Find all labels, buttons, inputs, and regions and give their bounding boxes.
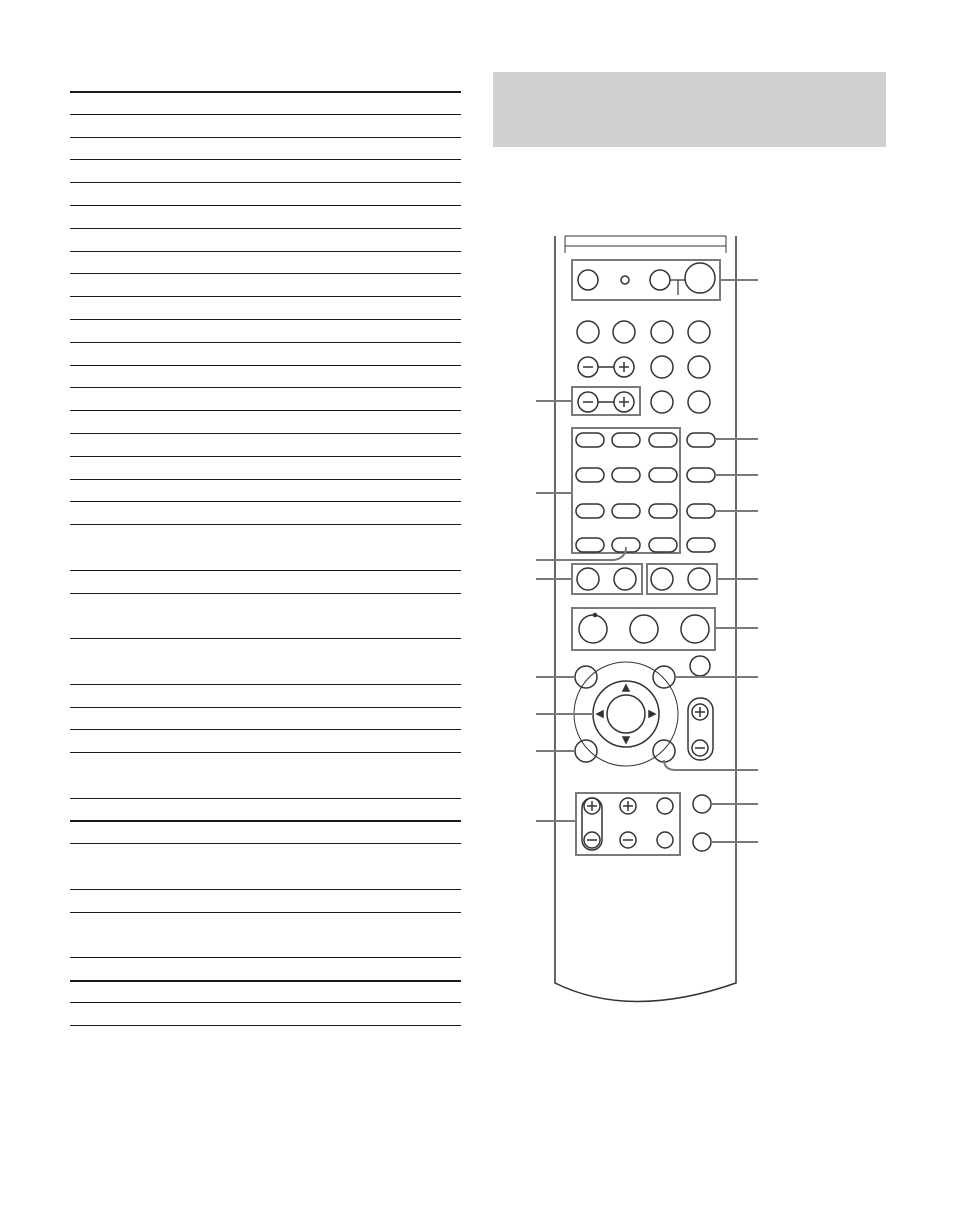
nav-enter-button[interactable] xyxy=(607,695,645,733)
number-pad xyxy=(576,433,715,552)
round-button-8[interactable] xyxy=(688,356,710,378)
nav-bottom-left-button[interactable] xyxy=(575,740,597,762)
side-button-2[interactable] xyxy=(693,833,711,851)
table-row-rule xyxy=(70,365,461,366)
key-9[interactable] xyxy=(649,504,677,518)
round-button-7[interactable] xyxy=(651,356,673,378)
nav-top-right-button[interactable] xyxy=(653,666,675,688)
table-row-rule xyxy=(70,410,461,411)
table-row-rule xyxy=(70,889,461,890)
table-row-rule xyxy=(70,684,461,685)
key-1[interactable] xyxy=(576,433,604,447)
table-row-rule xyxy=(70,479,461,480)
input-button-2[interactable] xyxy=(613,321,635,343)
small-button[interactable] xyxy=(690,656,710,676)
indicator-led xyxy=(621,276,629,284)
power-group-box xyxy=(572,260,720,300)
table-group-rule xyxy=(70,980,461,982)
table-row-rule xyxy=(70,137,461,138)
tv-power-button[interactable] xyxy=(578,270,598,290)
table-row-rule xyxy=(70,1025,461,1026)
table-row-rule xyxy=(70,296,461,297)
key-6[interactable] xyxy=(649,468,677,482)
table-row-rule xyxy=(70,273,461,274)
input-button-4[interactable] xyxy=(688,321,710,343)
arrow-down-icon xyxy=(623,737,629,743)
key-3[interactable] xyxy=(649,433,677,447)
key-bottom-3[interactable] xyxy=(649,538,677,552)
table-row-rule xyxy=(70,570,461,571)
main-power-button[interactable] xyxy=(685,263,715,293)
table-row-rule xyxy=(70,159,461,160)
nav-top-left-button[interactable] xyxy=(575,666,597,688)
key-right-1[interactable] xyxy=(687,433,715,447)
level-button-4[interactable] xyxy=(657,832,673,848)
nav-bottom-right-button[interactable] xyxy=(653,740,675,762)
table-row-rule xyxy=(70,957,461,958)
key-2[interactable] xyxy=(612,433,640,447)
table-group-rule xyxy=(70,91,461,93)
side-button-1[interactable] xyxy=(693,795,711,813)
key-right-2[interactable] xyxy=(687,468,715,482)
table-row-rule xyxy=(70,205,461,206)
arrow-up-icon xyxy=(623,685,629,691)
table-row-rule xyxy=(70,319,461,320)
key-5[interactable] xyxy=(612,468,640,482)
table-row-rule xyxy=(70,729,461,730)
round-buttons xyxy=(577,321,710,413)
function-button-3[interactable] xyxy=(681,615,709,643)
key-8[interactable] xyxy=(612,504,640,518)
callout-right-8 xyxy=(664,760,758,770)
table-row-rule xyxy=(70,251,461,252)
table-row-rule xyxy=(70,114,461,115)
arrow-right-icon xyxy=(649,711,655,717)
table-row-rule xyxy=(70,843,461,844)
pair-button-1[interactable] xyxy=(577,568,599,590)
reference-table xyxy=(70,0,461,1060)
pair-button-3[interactable] xyxy=(651,568,673,590)
av-power-button[interactable] xyxy=(650,270,670,290)
round-button-12[interactable] xyxy=(688,391,710,413)
key-4[interactable] xyxy=(576,468,604,482)
pair-button-4[interactable] xyxy=(688,568,710,590)
table-row-rule xyxy=(70,387,461,388)
key-right-3[interactable] xyxy=(687,504,715,518)
table-row-rule xyxy=(70,228,461,229)
table-row-rule xyxy=(70,342,461,343)
table-group-rule xyxy=(70,820,461,822)
table-row-rule xyxy=(70,1002,461,1003)
key-bottom-4[interactable] xyxy=(687,538,715,552)
remote-body-outline xyxy=(555,236,736,1002)
left-pair-group-box xyxy=(572,564,642,594)
remote-control-diagram xyxy=(490,220,780,1020)
table-row-rule xyxy=(70,524,461,525)
table-row-rule xyxy=(70,593,461,594)
function-button-2[interactable] xyxy=(630,615,658,643)
table-row-rule xyxy=(70,707,461,708)
table-row-rule xyxy=(70,752,461,753)
table-row-rule xyxy=(70,912,461,913)
function-button-1[interactable] xyxy=(579,615,607,643)
key-0[interactable] xyxy=(576,538,604,552)
table-row-rule xyxy=(70,501,461,502)
power-row xyxy=(578,263,715,295)
section-header-box xyxy=(493,72,886,147)
table-row-rule xyxy=(70,638,461,639)
table-row-rule xyxy=(70,798,461,799)
level-button-3[interactable] xyxy=(657,798,673,814)
table-row-rule xyxy=(70,456,461,457)
round-button-11[interactable] xyxy=(651,391,673,413)
arrow-left-icon xyxy=(597,711,603,717)
key-7[interactable] xyxy=(576,504,604,518)
table-row-rule xyxy=(70,433,461,434)
table-row-rule xyxy=(70,182,461,183)
input-button-1[interactable] xyxy=(577,321,599,343)
pair-button-2[interactable] xyxy=(614,568,636,590)
callout-lines xyxy=(536,280,758,842)
input-button-3[interactable] xyxy=(651,321,673,343)
